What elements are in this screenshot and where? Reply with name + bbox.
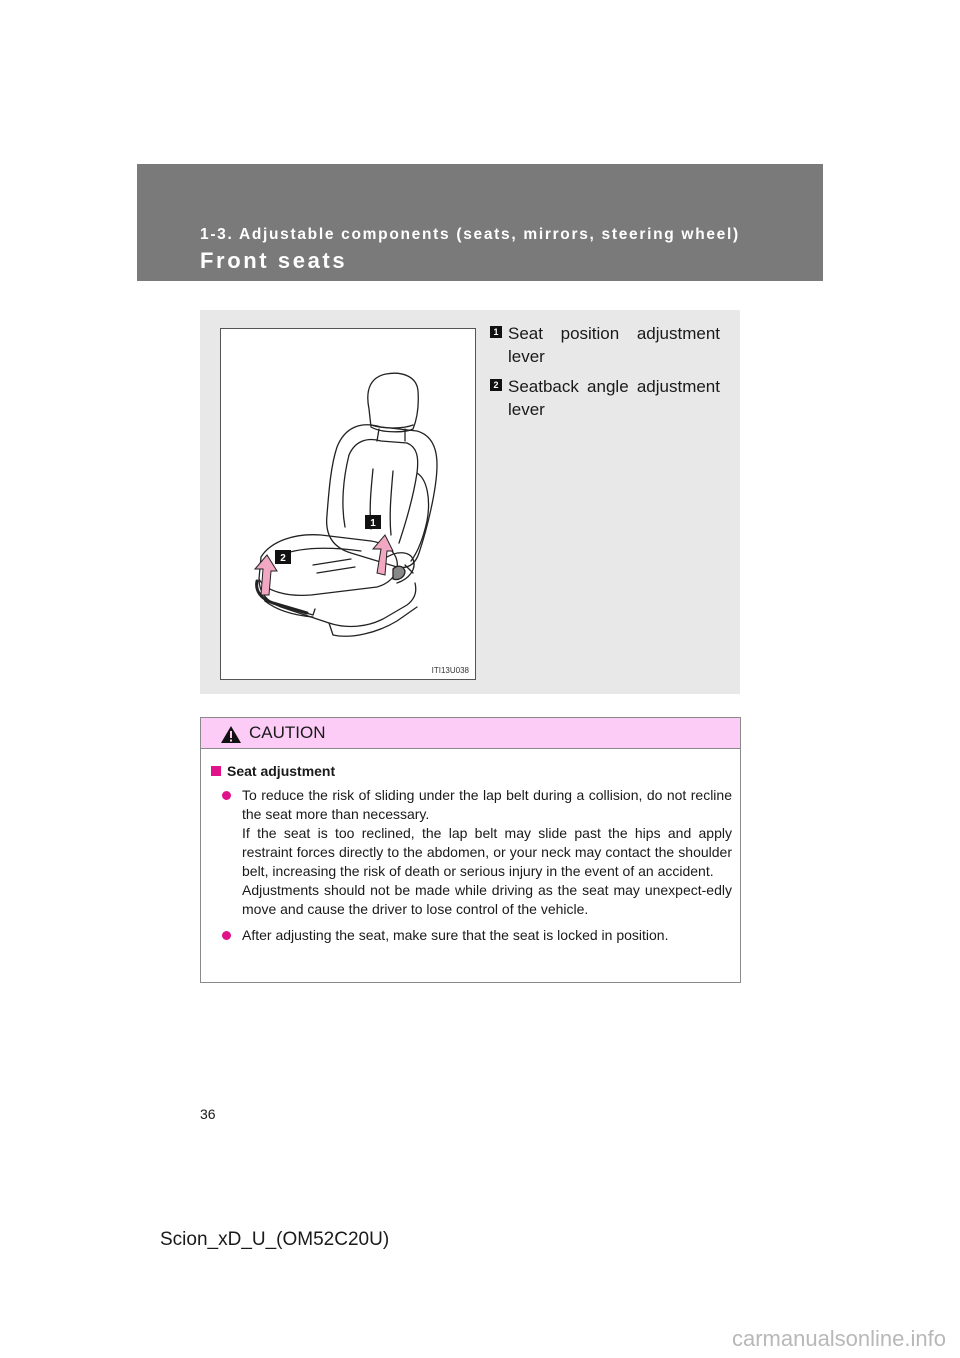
bullet-paragraph: After adjusting the seat, make sure that the seat is locked in position. [242, 927, 669, 943]
warning-icon [220, 725, 242, 744]
bullet-paragraph: Adjustments should not be made while driving as the seat may unexpect-edly move and cause the driver to lose control of the vehicle. [242, 882, 732, 917]
bullet-paragraph: To reduce the risk of sliding under the lap belt during a collision, do not recline the seat more than necessary. [242, 787, 732, 822]
figure-legend [490, 322, 720, 428]
figure-code: ITI13U038 [431, 666, 469, 675]
seat-illustration [220, 328, 476, 680]
caution-header [201, 718, 740, 749]
caution-heading-text: Seat adjustment [227, 763, 336, 779]
caution-title: CAUTION [249, 723, 326, 742]
watermark: carmanualsonline.info [731, 1326, 946, 1351]
cushion-outline [259, 535, 397, 596]
caution-bullet-2 [211, 926, 732, 945]
svg-text:1: 1 [370, 518, 376, 529]
bullet-dot-icon [222, 931, 231, 940]
callout-1 [365, 515, 381, 529]
legend-item-1 [490, 322, 720, 368]
legend-text: Seat position adjustment lever [508, 324, 720, 366]
caution-heading [211, 762, 732, 780]
caution-body [201, 749, 740, 945]
caution-box [200, 717, 741, 983]
seat-drawing [221, 329, 475, 679]
headrest-outline [368, 373, 418, 432]
bullet-dot-icon [222, 791, 231, 800]
bullet-paragraph: If the seat is too reclined, the lap belt may slide past the hips and apply restraint forces directly to the abdomen, or your neck may contact the shoulder belt, increasing the risk of death or serious injury in the event of an accident. [242, 825, 732, 879]
legend-item-2 [490, 375, 720, 421]
figure-panel [200, 310, 740, 694]
section-label: 1-3. Adjustable components (seats, mirrors, steering wheel) [200, 226, 740, 243]
footer-document-id: Scion_xD_U_(OM52C20U) [160, 1229, 390, 1250]
legend-number: 1 [490, 326, 502, 338]
page-title: Front seats [200, 248, 348, 273]
legend-text: Seatback angle adjustment lever [508, 377, 720, 419]
callout-2 [275, 550, 291, 564]
page-number: 36 [200, 1106, 216, 1122]
svg-text:2: 2 [280, 553, 286, 564]
square-bullet-icon [211, 766, 221, 776]
legend-number: 2 [490, 379, 502, 391]
caution-bullet-1 [211, 786, 732, 919]
